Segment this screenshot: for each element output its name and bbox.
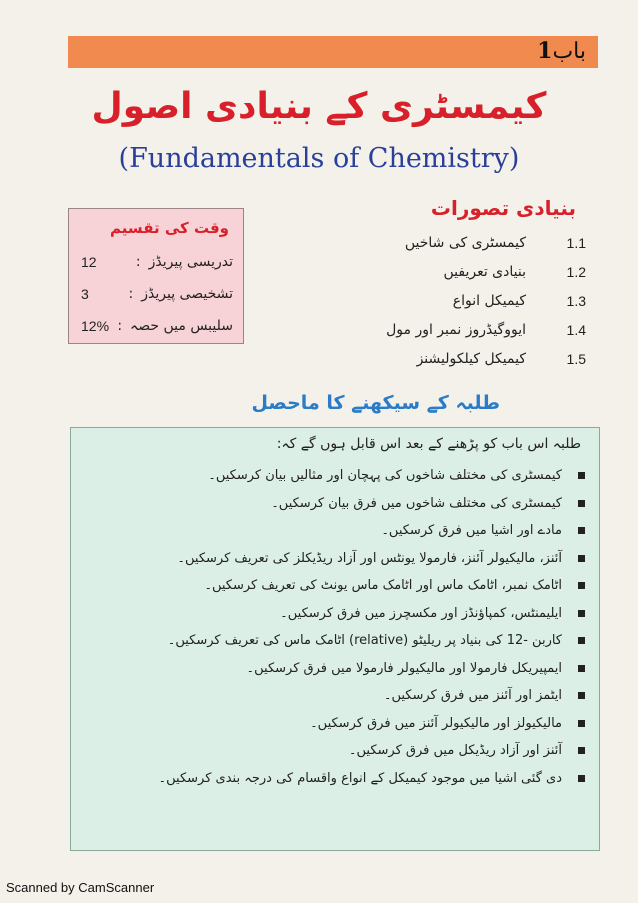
outcome-item bbox=[81, 655, 585, 683]
chapter-title-english: (Fundamentals of Chemistry) bbox=[118, 143, 520, 174]
time-allocation-box bbox=[68, 208, 244, 344]
outcome-text: ایلیمنٹس، کمپاؤنڈز اور مکسچرز میں فرق کرسکیں۔ bbox=[280, 605, 562, 621]
outcome-item bbox=[81, 462, 585, 490]
chapter-label bbox=[529, 38, 586, 64]
outcome-item bbox=[81, 600, 585, 628]
time-row-teaching bbox=[81, 251, 233, 273]
bullet-icon bbox=[578, 527, 585, 534]
outcome-text: ایٹمز اور آئنز میں فرق کرسکیں۔ bbox=[383, 688, 562, 704]
bullet-icon bbox=[578, 582, 585, 589]
outcome-text: اٹامک نمبر، اٹامک ماس اور اٹامک ماس یونٹ کی تعریف کرسکیں۔ bbox=[204, 578, 562, 594]
concept-text: ایووگیڈروز نمبر اور مول bbox=[386, 321, 526, 338]
chapter-banner bbox=[68, 36, 598, 68]
time-label: تشخیصی پیریڈز bbox=[141, 286, 233, 302]
time-label: سلیبس میں حصہ bbox=[130, 318, 233, 334]
time-allocation-title: وقت کی تقسیم bbox=[110, 219, 229, 237]
chapter-word: باب bbox=[552, 39, 586, 64]
outcome-text: مالیکیولز اور مالیکیولر آئنز میں فرق کرسکیں۔ bbox=[310, 715, 562, 731]
time-value: 3 bbox=[81, 286, 89, 302]
concept-text: کیمسٹری کی شاخیں bbox=[404, 234, 526, 251]
outcome-text: مادے اور اشیا میں فرق کرسکیں۔ bbox=[381, 523, 562, 539]
concept-number: 1.2 bbox=[566, 263, 586, 280]
scanner-watermark: Scanned by CamScanner bbox=[6, 880, 155, 895]
outcome-text: آئنز، مالیکیولر آئنز، فارمولا یونٹس اور آزاد ریڈیکلز کی تعریف کرسکیں۔ bbox=[177, 550, 562, 566]
learning-outcomes-box bbox=[70, 427, 600, 851]
outcome-text: کیمسٹری کی مختلف شاخوں میں فرق بیان کرسکیں۔ bbox=[271, 495, 562, 511]
concept-text: کیمیکل انواع bbox=[452, 292, 526, 309]
outcome-text: دی گئی اشیا میں موجود کیمیکل کے انواع واقسام کی درجہ بندی کرسکیں۔ bbox=[158, 770, 562, 786]
concept-text: کیمیکل کیلکولیشنز bbox=[416, 350, 526, 367]
concept-number: 1.5 bbox=[566, 350, 586, 367]
bullet-icon bbox=[578, 665, 585, 672]
learning-outcomes-list bbox=[81, 462, 585, 792]
bullet-icon bbox=[578, 637, 585, 644]
time-value: 12% bbox=[81, 318, 110, 334]
chapter-number: 1 bbox=[537, 38, 553, 64]
learning-outcomes-heading: طلبہ کے سیکھنے کا ماحصل bbox=[251, 392, 500, 414]
bullet-icon bbox=[578, 555, 585, 562]
bullet-icon bbox=[578, 610, 585, 617]
concept-item bbox=[356, 315, 586, 344]
time-row-assessment bbox=[81, 283, 233, 305]
time-row-syllabus bbox=[81, 315, 233, 337]
outcome-item bbox=[81, 545, 585, 573]
outcome-item bbox=[81, 765, 585, 793]
concept-item bbox=[356, 257, 586, 286]
time-label: تدریسی پیریڈز bbox=[148, 254, 233, 270]
outcome-text: کاربن -12 کی بنیاد پر ریلیٹو (relative) اٹامک ماس کی تعریف کرسکیں۔ bbox=[167, 633, 562, 649]
outcome-item bbox=[81, 490, 585, 518]
time-colon: : bbox=[117, 318, 123, 334]
bullet-icon bbox=[578, 472, 585, 479]
chapter-title-urdu: کیمسٹری کے بنیادی اصول bbox=[91, 86, 547, 127]
concept-item bbox=[356, 228, 586, 257]
key-concepts-list bbox=[356, 228, 586, 373]
outcome-item bbox=[81, 517, 585, 545]
outcome-item bbox=[81, 572, 585, 600]
concept-number: 1.1 bbox=[566, 234, 586, 251]
outcome-text: آئنز اور آزاد ریڈیکل میں فرق کرسکیں۔ bbox=[348, 743, 562, 759]
outcome-item bbox=[81, 737, 585, 765]
concept-text: بنیادی تعریفیں bbox=[443, 263, 526, 280]
concept-number: 1.3 bbox=[566, 292, 586, 309]
concept-number: 1.4 bbox=[566, 321, 586, 338]
outcome-item bbox=[81, 710, 585, 738]
learning-outcomes-intro: طلبہ اس باب کو پڑھنے کے بعد اس قابل ہوں گے کہ: bbox=[276, 436, 581, 452]
concept-item bbox=[356, 344, 586, 373]
time-colon: : bbox=[128, 286, 134, 302]
bullet-icon bbox=[578, 775, 585, 782]
bullet-icon bbox=[578, 500, 585, 507]
outcome-text: کیمسٹری کی مختلف شاخوں کی پہچان اور مثالیں بیان کرسکیں۔ bbox=[208, 468, 562, 484]
time-value: 12 bbox=[81, 254, 97, 270]
bullet-icon bbox=[578, 720, 585, 727]
bullet-icon bbox=[578, 747, 585, 754]
outcome-item bbox=[81, 682, 585, 710]
concept-item bbox=[356, 286, 586, 315]
key-concepts-heading: بنیادی تصورات bbox=[430, 196, 576, 220]
time-colon: : bbox=[135, 254, 141, 270]
bullet-icon bbox=[578, 692, 585, 699]
outcome-item bbox=[81, 627, 585, 655]
outcome-text: ایمپیریکل فارمولا اور مالیکیولر فارمولا میں فرق کرسکیں۔ bbox=[246, 660, 562, 676]
